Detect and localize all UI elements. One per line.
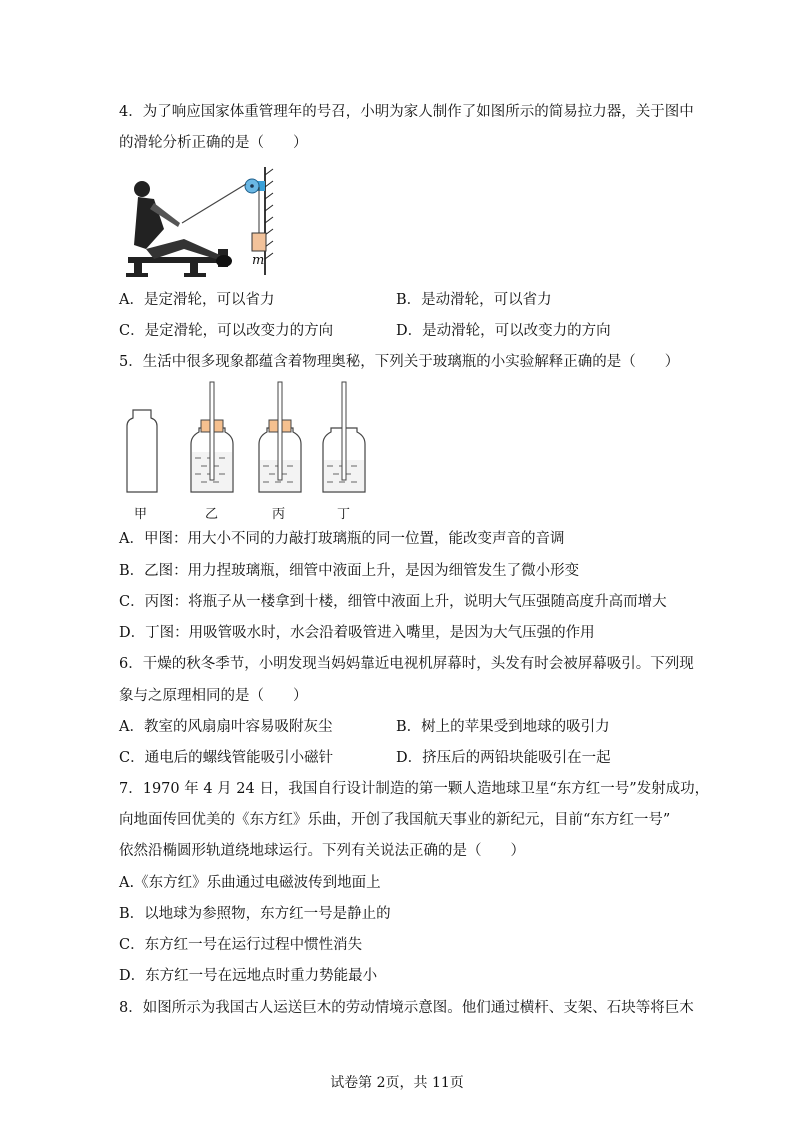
q7-stem-line1: 7．1970 年 4 月 24 日，我国自行设计制造的第一颗人造地球卫星“东方红一号”发射成功， [119,781,710,797]
person-head [134,181,150,197]
q6-stem-line1: 6．干燥的秋冬季节，小明发现当妈妈靠近电视机屏幕时，头发有时会被屏幕吸引。下列现 [119,656,694,672]
q4-option-c: C．是定滑轮，可以改变力的方向 [119,323,334,339]
q5-bottles-figure [115,380,375,500]
q4-option-d: D．是动滑轮，可以改变力的方向 [396,323,611,339]
q6-option-a: A．教室的风扇扇叶容易吸附灰尘 [119,719,333,735]
q4-option-b: B．是动滑轮，可以省力 [396,292,552,308]
q4-stem-line2: 的滑轮分析正确的是（ ） [119,135,308,151]
q5-option-a: A．甲图：用大小不同的力敲打玻璃瓶的同一位置，能改变声音的音调 [119,531,565,547]
rope-diagonal [182,184,246,223]
mass-block [252,233,266,251]
q6-option-d: D．挤压后的两铅块能吸引在一起 [396,750,611,766]
q7-option-c: C．东方红一号在运行过程中惯性消失 [119,937,363,953]
person-torso [134,197,164,249]
q5-stem-line1: 5．生活中很多现象都蕴含着物理奥秘，下列关于玻璃瓶的小实验解释正确的是（ ） [119,354,680,370]
q4-stem-line1: 4．为了响应国家体重管理年的号召，小明为家人制作了如图所示的简易拉力器，关于图中 [119,104,694,120]
jar-jia [127,410,157,492]
jar-label-bing: 丙 [272,507,286,522]
jar-bing [259,382,301,492]
q6-option-c: C．通电后的螺线管能吸引小磁针 [119,750,334,766]
q7-stem-line3: 依然沿椭圆形轨道绕地球运行。下列有关说法正确的是（ ） [119,843,525,859]
q4-option-a: A．是定滑轮，可以省力 [119,292,275,308]
q7-stem-line2: 向地面传回优美的《东方红》乐曲，开创了我国航天事业的新纪元，目前“东方红一号” [119,812,671,828]
page-footer: 试卷第 2页，共 11页 [330,1075,464,1091]
jar-label-jia: 甲 [134,507,148,522]
q6-stem-line2: 象与之原理相同的是（ ） [119,688,308,704]
q8-stem-line1: 8．如图所示为我国古人运送巨木的劳动情境示意图。他们通过横杆、支架、石块等将巨木 [119,1000,694,1016]
q5-option-b: B．乙图：用力捏玻璃瓶，细管中液面上升，是因为细管发生了微小形变 [119,563,580,579]
jar-ding [323,382,365,492]
q7-option-a: A.《东方红》乐曲通过电磁波传到地面上 [119,875,381,891]
q5-option-d: D．丁图：用吸管吸水时，水会沿着吸管进入嘴里，是因为大气压强的作用 [119,625,595,641]
bench-seat [128,257,220,263]
q6-option-b: B．树上的苹果受到地球的吸引力 [396,719,610,735]
jar-yi [191,382,233,492]
mass-label: m [252,253,265,268]
q5-option-c: C．丙图：将瓶子从一楼拿到十楼，细管中液面上升，说明大气压强随高度升高而增大 [119,594,667,610]
q7-option-b: B．以地球为参照物，东方红一号是静止的 [119,906,391,922]
q7-option-d: D．东方红一号在远地点时重力势能最小 [119,968,378,984]
jar-label-yi: 乙 [205,507,219,522]
jar-label-ding: 丁 [337,507,351,522]
